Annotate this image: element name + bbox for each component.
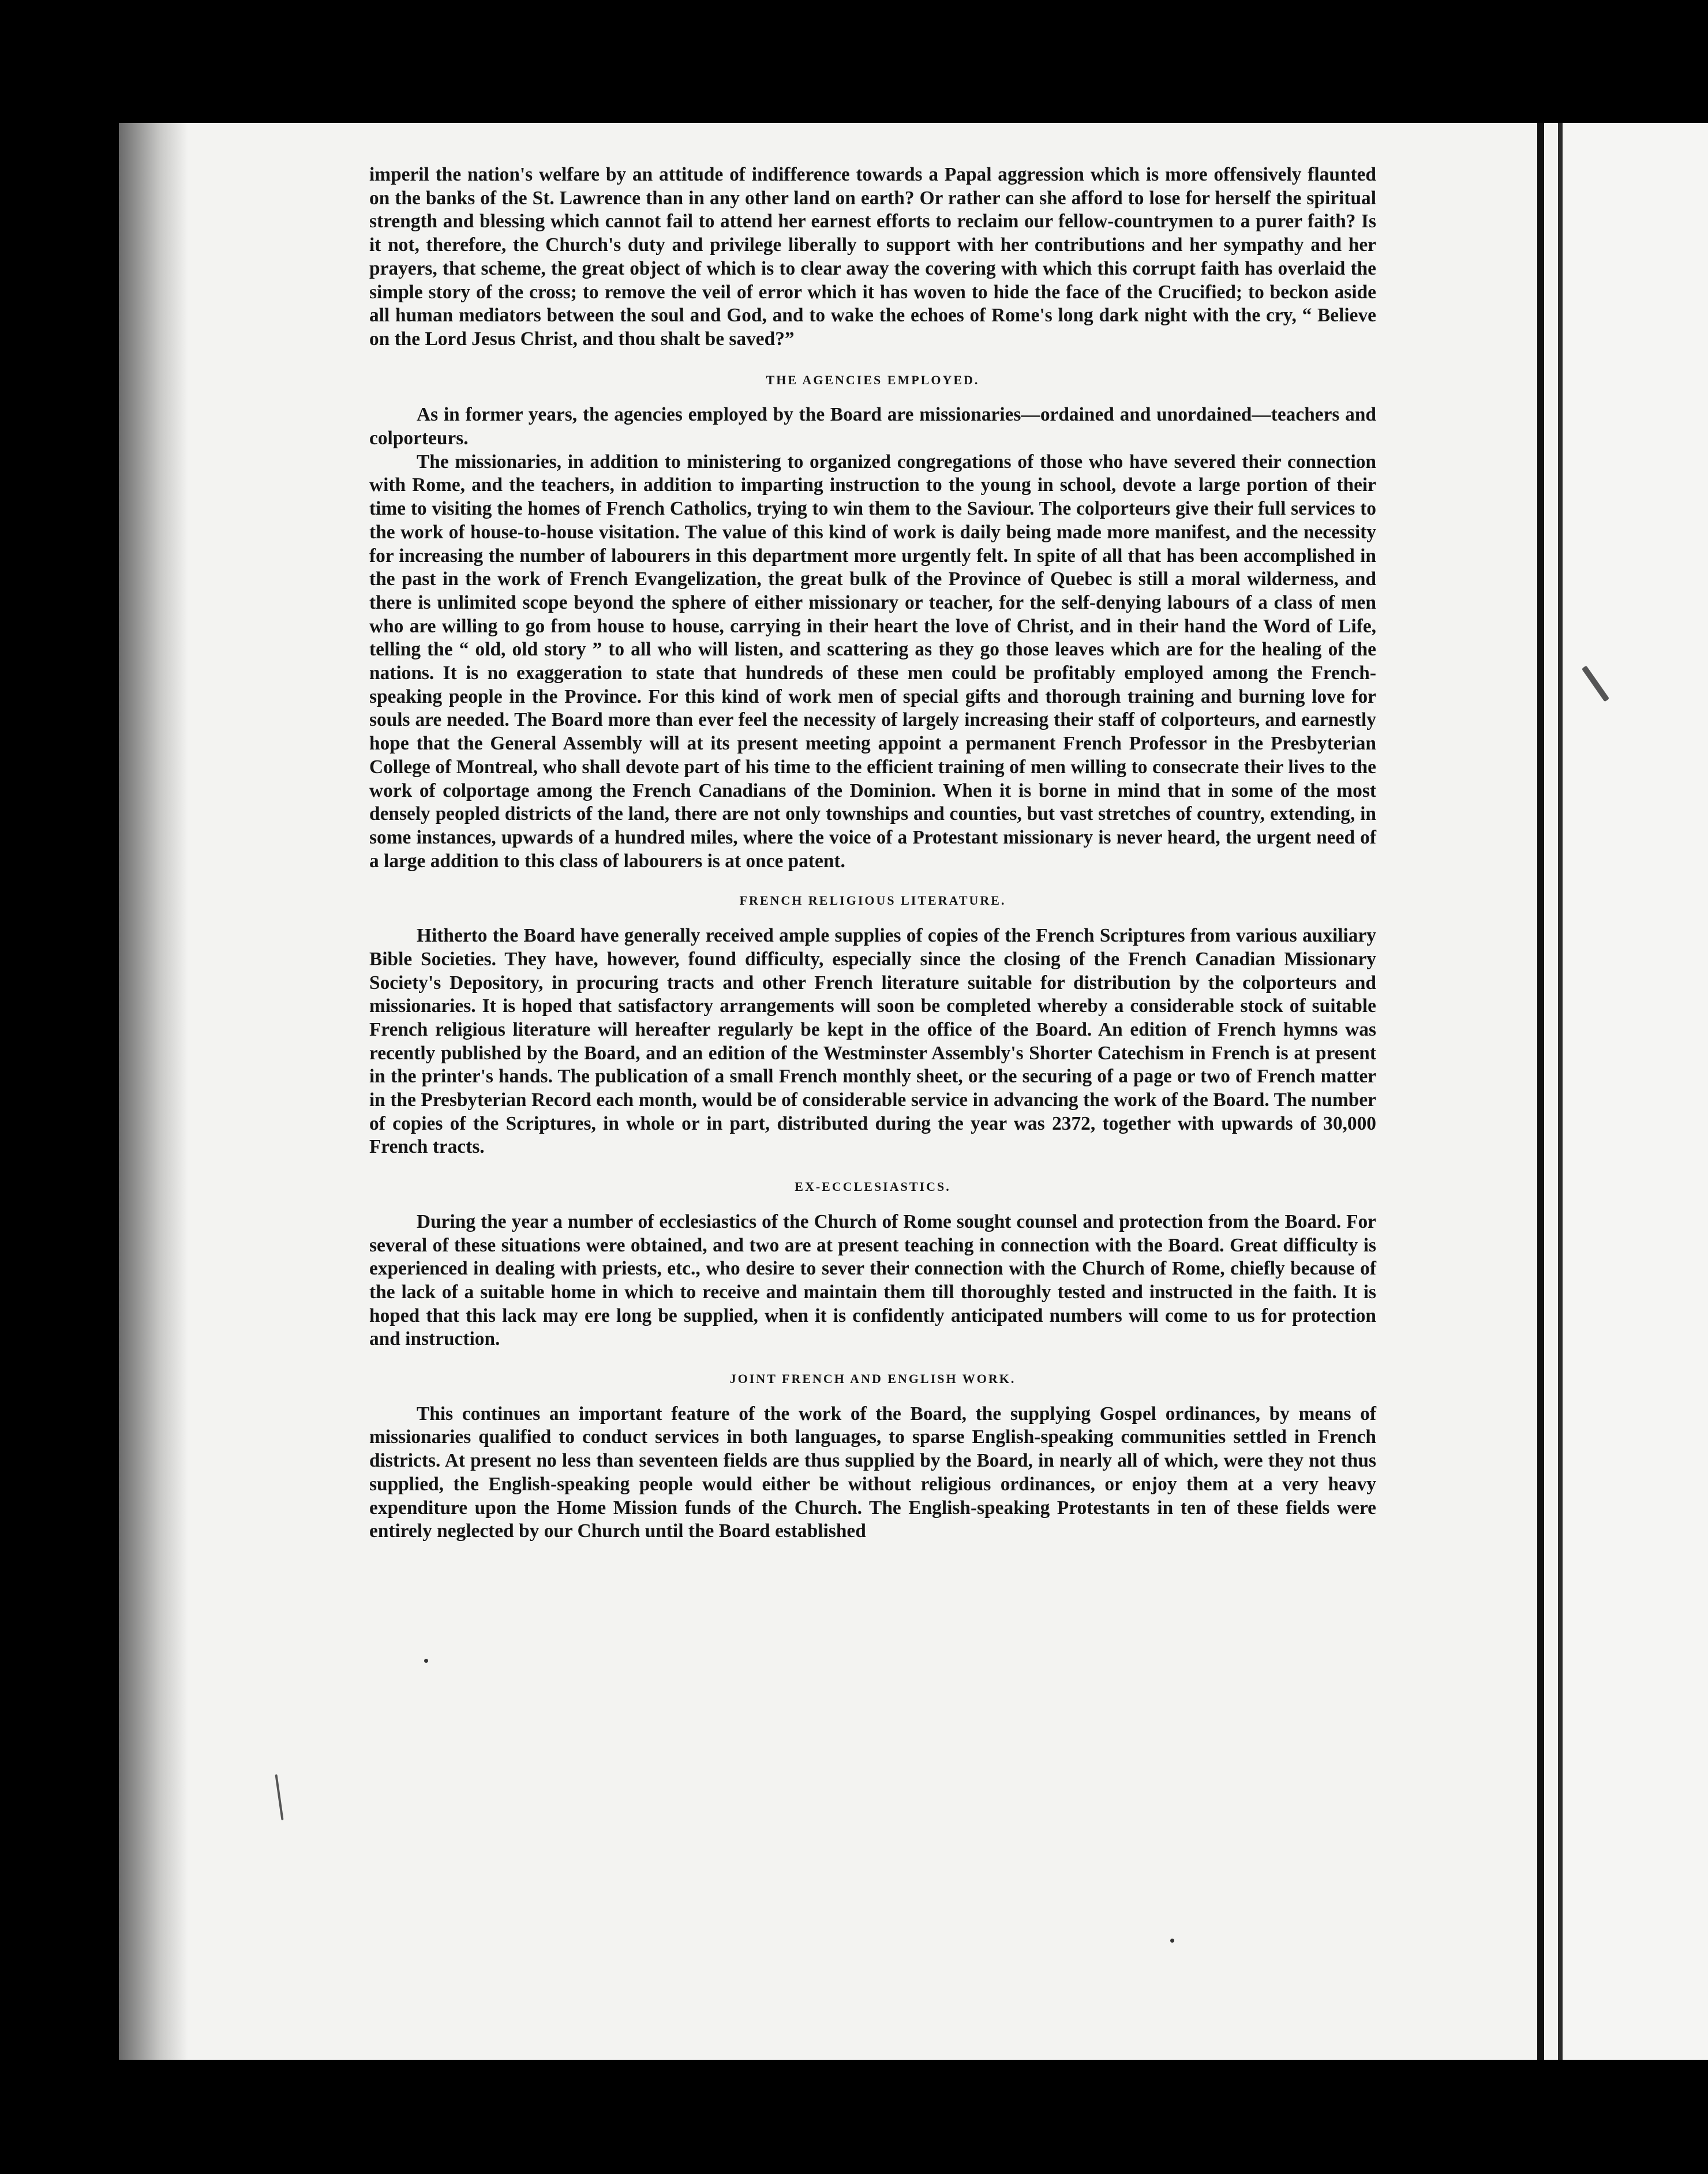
agencies-paragraph-2: The missionaries, in addition to ministering to organized congregations of those who have severed their connection with Rome, and the teachers, in addition to imparting instruction to the young in school, devote a large portion of their time to visiting the homes of French Catholics, trying to win them to the Saviour. The colporteurs give their full services to the work of house-to-house visitation. The value of this kind of work is daily being made more manifest, and the necessity for increasing the number of labourers in this department more urgently felt. In spite of all that has been accomplished in the past in the work of French Evangelization, the great bulk of the Province of Quebec is still a moral wilderness, and there is unlimited scope beyond the sphere of either missionary or teacher, for the self-denying labours of a class of men who are willing to go from house to house, carrying in their heart the love of Christ, and in their hand the Word of Life, telling the “ old, old story ” to all who will listen, and scattering as they go those leaves which are for the healing of the nations. It is no exaggeration to state that hundreds of these men could be profitably employed among the French-speaking people in the Province. For this kind of work men of special gifts and thorough training and burning love for souls are needed. The Board more than ever feel the necessity of largely increasing their staff of colporteurs, and earnestly hope that the General Assembly will at its present meeting appoint a permanent French Professor in the Presbyterian College of Montreal, who shall devote part of his time to the efficient training of men willing to consecrate their lives to the work of colportage among the French Canadians of the Dominion. When it is borne in mind that in some of the most densely peopled districts of the land, there are not only townships and counties, but vast stretches of country, extending, in some instances, upwards of a hundred miles, where the voice of a Protestant missionary is never heard, the urgent need of a large addition to this class of labourers is at once patent.	[369, 451, 1376, 872]
scan-speck-2	[424, 1659, 428, 1663]
gutter-line	[1537, 123, 1544, 2060]
page-edge-shadow	[119, 123, 188, 2060]
joint-work-paragraph: This continues an important feature of the work of the Board, the supplying Gospel ordinances, by means of missionaries qualified to conduct services in both languages, to sparse English-speaking communities settled in French districts. At present no less than seventeen fields are thus supplied by the Board, in nearly all of which, were they not thus supplied, the English-speaking people would either be without religious ordinances, or enjoy them at a very heavy expenditure upon the Home Mission funds of the Church. The English-speaking Protestants in ten of these fields were entirely neglected by our Church until the Board established	[369, 1403, 1376, 1542]
ex-ecclesiastics-paragraph: During the year a number of ecclesiastics of the Church of Rome sought counsel and protection from the Board. For several of these situations were obtained, and two are at present teaching in connection with the Board. Great difficulty is experienced in dealing with priests, etc., who desire to sever their connection with the Church of Rome, chiefly because of the lack of a suitable home in which to receive and maintain them till thoroughly tested and instructed in the faith. It is hoped that this lack may ere long be supplied, when it is confidently anticipated numbers will come to us for protection and instruction.	[369, 1210, 1376, 1350]
section-heading-joint-work: JOINT FRENCH AND ENGLISH WORK.	[729, 1371, 1016, 1386]
intro-paragraph: imperil the nation's welfare by an attitude of indifference towards a Papal aggression which is more offensively flaunted on the banks of the St. Lawrence than in any other land on earth? Or rather can she afford to lose for herself the spiritual strength and blessing which cannot fail to attend her earnest efforts to reclaim our fellow-countrymen to a purer faith? Is it not, therefore, the Church's duty and privilege liberally to support with her contributions and her sympathy and her prayers, that scheme, the great object of which is to clear away the covering with which this corrupt faith has overlaid the simple story of the cross; to remove the veil of error which it has woven to hide the face of the Crucified; to beckon aside all human mediators between the soul and God, and to wake the echoes of Rome's long dark night with the cry, “ Believe on the Lord Jesus Christ, and thou shalt be saved?”	[369, 164, 1376, 350]
section-heading-agencies: THE AGENCIES EMPLOYED.	[766, 372, 980, 387]
gutter-line-secondary	[1558, 123, 1563, 2060]
agencies-paragraph-1: As in former years, the agencies employed by the Board are missionaries—ordained and unordained—teachers and colporteurs.	[369, 404, 1376, 449]
document-body	[369, 163, 1376, 1543]
scan-speck	[1170, 1939, 1174, 1943]
facing-page-edge	[1563, 123, 1708, 2060]
literature-paragraph: Hitherto the Board have generally received ample supplies of copies of the French Scriptures from various auxiliary Bible Societies. They have, however, found difficulty, especially since the closing of the French Canadian Missionary Society's Depository, in procuring tracts and other French literature suitable for distribution by the colporteurs and missionaries. It is hoped that satisfactory arrangements will soon be completed whereby a considerable stock of suitable French religious literature will hereafter regularly be kept in the office of the Board. An edition of French hymns was recently published by the Board, and an edition of the Westminster Assembly's Shorter Catechism in French is at present in the printer's hands. The publication of a small French monthly sheet, or the securing of a page or two of French matter in the Presbyterian Record each month, would be of considerable service in advancing the work of the Board. The number of copies of the Scriptures, in whole or in part, distributed during the year was 2372, together with upwards of 30,000 French tracts.	[369, 925, 1376, 1158]
section-heading-ex-ecclesiastics: EX-ECCLESIASTICS.	[795, 1179, 951, 1194]
section-heading-literature: FRENCH RELIGIOUS LITERATURE.	[739, 893, 1006, 908]
